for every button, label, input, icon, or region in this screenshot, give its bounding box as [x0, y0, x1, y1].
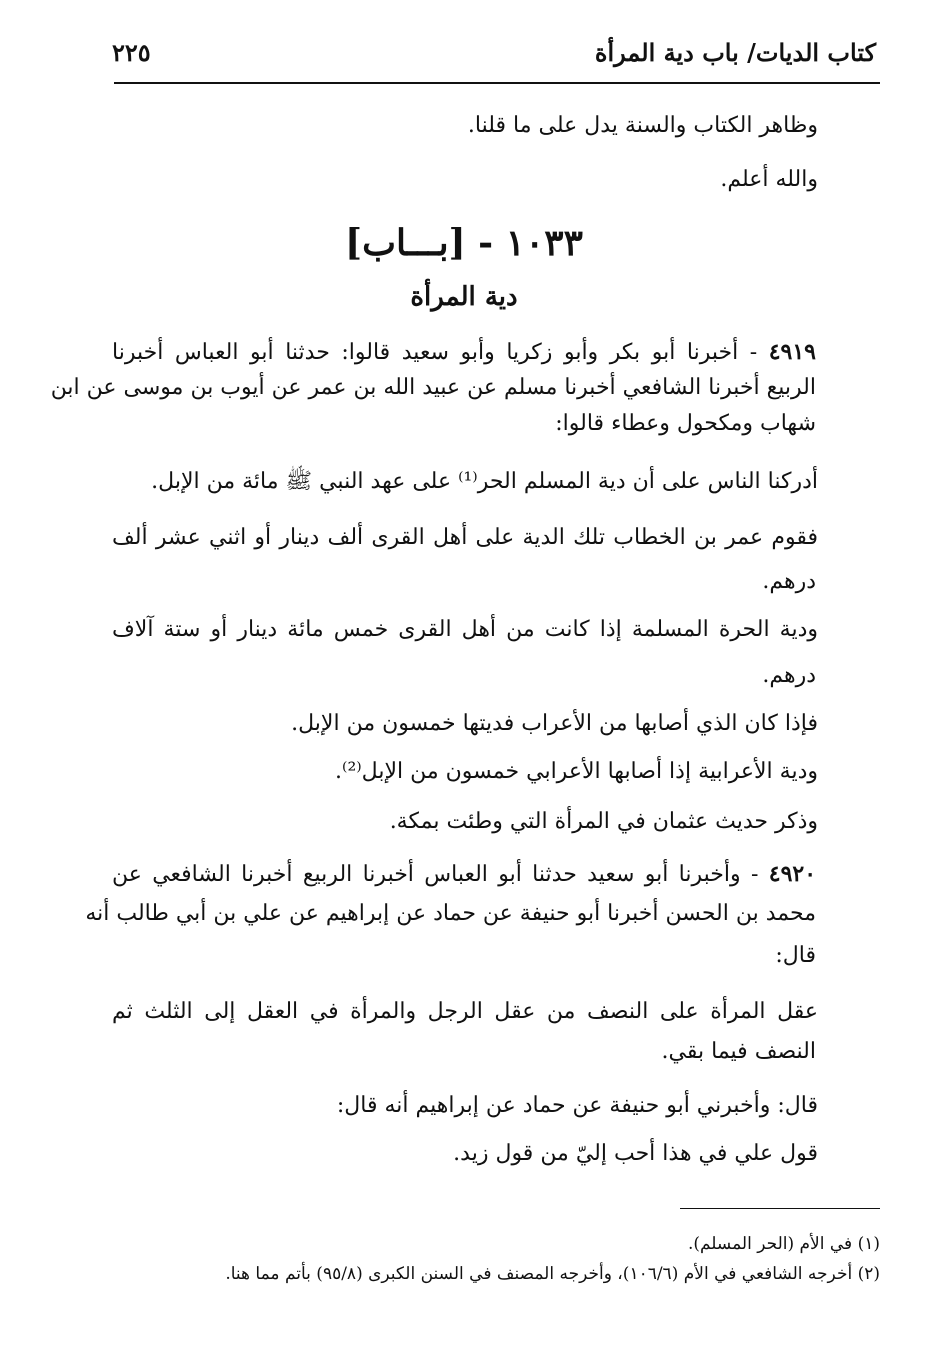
hadith-4919-line-3: شهاب ومكحول وعطاء قالوا:: [555, 411, 816, 436]
body-line: وذكر حديث عثمان في المرأة التي وطئت بمكة.: [389, 809, 818, 834]
hadith-4919-line-2: الربيع أخبرنا الشافعي أخبرنا مسلم عن عبيد الله بن عمر عن أيوب بن موسى عن ابن: [50, 375, 816, 400]
page-number: ٢٢٥: [112, 38, 151, 67]
hadith-number: ٤٩١٩: [768, 339, 816, 365]
body-line: ودية الأعرابية إذا أصابها الأعرابي خمسون من الإبل⁽²⁾.: [335, 759, 818, 784]
body-line: درهم.: [762, 663, 816, 688]
body-line: درهم.: [762, 569, 816, 594]
body-line: وظاهر الكتاب والسنة يدل على ما قلنا.: [467, 113, 818, 138]
chapter-title: دية المرأة: [410, 282, 518, 312]
hadith-4920-line-3: قال:: [775, 943, 816, 968]
body-line: ودية الحرة المسلمة إذا كانت من أهل القرى خمس مائة دينار أو ستة آلاف: [112, 617, 818, 642]
body-line: قول علي في هذا أحب إليّ من قول زيد.: [453, 1141, 818, 1166]
hadith-number: ٤٩٢٠: [768, 861, 817, 887]
footnote-2: (٢) أخرجه الشافعي في الأم (١٠٦/٦)، وأخرجه المصنف في السنن الكبرى (٩٥/٨) بأتم مما هنا.: [225, 1264, 880, 1284]
hadith-4920-line-2: محمد بن الحسن أخبرنا أبو حنيفة عن حماد عن إبراهيم عن علي بن أبي طالب أنه: [85, 901, 816, 926]
body-line: فقوم عمر بن الخطاب تلك الدية على أهل القرى ألف دينار أو اثني عشر ألف: [112, 525, 818, 550]
chapter-number: ١٠٣٣ - [بـــاب]: [345, 222, 583, 264]
body-line: النصف فيما بقي.: [661, 1039, 816, 1064]
body-line: فإذا كان الذي أصابها من الأعراب فديتها خمسون من الإبل.: [291, 711, 818, 736]
footnote-1: (١) في الأم (الحر المسلم).: [687, 1234, 880, 1254]
hadith-4919-line-1: ٤٩١٩ - أخبرنا أبو بكر وأبو زكريا وأبو سعيد قالوا: حدثنا أبو العباس أخبرنا: [112, 339, 816, 365]
body-line: أدركنا الناس على أن دية المسلم الحر⁽¹⁾ على عهد النبي ﷺ مائة من الإبل.: [151, 469, 818, 494]
hadith-4920-line-1: ٤٩٢٠ - وأخبرنا أبو سعيد حدثنا أبو العباس أخبرنا الربيع أخبرنا الشافعي عن: [112, 861, 817, 887]
header-rule: [114, 82, 880, 84]
body-line: قال: وأخبرني أبو حنيفة عن حماد عن إبراهيم أنه قال:: [336, 1093, 818, 1118]
body-line: عقل المرأة على النصف من عقل الرجل والمرأة في العقل إلى الثلث ثم: [112, 999, 818, 1024]
footnote-rule: [680, 1208, 880, 1209]
running-header-title: كتاب الديات/ باب دية المرأة: [594, 38, 876, 67]
body-line: والله أعلم.: [720, 167, 818, 192]
